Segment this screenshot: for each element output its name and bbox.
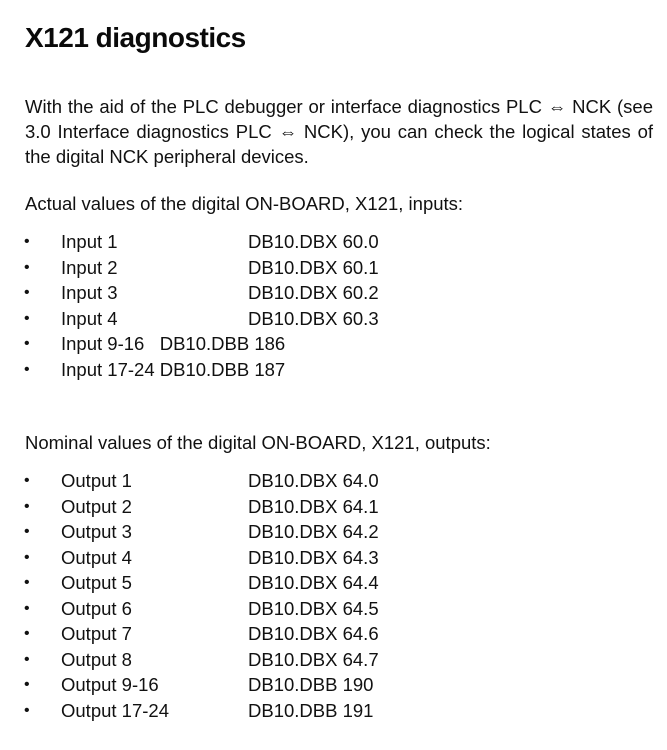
page-title: X121 diagnostics [25, 22, 246, 53]
bullet-icon: • [24, 523, 30, 540]
signal-address: DB10.DBX 60.1 [248, 256, 379, 278]
signal-address: DB10.DBX 64.2 [248, 521, 379, 542]
bullet-icon: • [24, 284, 30, 301]
signal-name: Output 3 [61, 521, 132, 542]
signal-address: DB10.DBB 190 [248, 674, 374, 695]
bullet-icon: • [24, 599, 30, 617]
bullet-icon: • [24, 676, 30, 693]
signal-address: DB10.DBX 64.1 [248, 495, 379, 517]
bullet-icon: • [24, 650, 30, 668]
inputs-heading: Actual values of the digital ON-BOARD, X121, inputs: [25, 193, 464, 214]
intro-paragraph: With the aid of the PLC debugger or interface diagnostics PLC ⇔ NCK (see 3.0 Interface diagnostics PLC ⇔ NCK), you can check the logical states of the digital NCK peripheral devices. [25, 96, 653, 167]
bullet-icon: • [24, 335, 30, 352]
signal-name-and-address: Input 9-16 DB10.DBB 186 [61, 333, 286, 354]
signal-address: DB10.DBX 64.0 [248, 470, 379, 491]
bullet-icon: • [24, 574, 30, 591]
signal-name: Output 1 [61, 470, 132, 491]
signal-name: Output 8 [61, 648, 132, 670]
bullet-icon: • [24, 701, 30, 719]
bullet-icon: • [24, 472, 30, 489]
signal-address: DB10.DBX 64.3 [248, 546, 379, 568]
signal-name-and-address: Input 17-24 DB10.DBB 187 [61, 358, 286, 380]
bullet-icon: • [24, 309, 30, 327]
signal-name: Output 7 [61, 623, 132, 644]
signal-address: DB10.DBX 64.7 [248, 648, 379, 670]
signal-name: Input 1 [61, 231, 118, 252]
bullet-icon: • [24, 233, 30, 250]
signal-address: DB10.DBX 64.4 [248, 572, 379, 593]
bullet-icon: • [24, 548, 30, 566]
signal-name: Input 2 [61, 256, 118, 278]
signal-address: DB10.DBX 64.5 [248, 597, 379, 619]
signal-address: DB10.DBX 60.3 [248, 307, 379, 329]
bullet-icon: • [24, 258, 30, 276]
signal-name: Input 3 [61, 282, 118, 303]
signal-address: DB10.DBX 64.6 [248, 623, 379, 644]
signal-name: Output 17-24 [61, 699, 169, 721]
signal-address: DB10.DBB 191 [248, 699, 374, 721]
signal-name: Output 6 [61, 597, 132, 619]
bullet-icon: • [24, 360, 30, 378]
signal-address: DB10.DBX 60.0 [248, 231, 379, 252]
bullet-icon: • [24, 625, 30, 642]
signal-name: Output 9-16 [61, 674, 159, 695]
signal-name: Output 2 [61, 495, 132, 517]
signal-name: Output 5 [61, 572, 132, 593]
signal-name: Output 4 [61, 546, 132, 568]
signal-name: Input 4 [61, 307, 118, 329]
bullet-icon: • [24, 497, 30, 515]
signal-address: DB10.DBX 60.2 [248, 282, 379, 303]
outputs-heading: Nominal values of the digital ON-BOARD, X121, outputs: [25, 432, 491, 453]
